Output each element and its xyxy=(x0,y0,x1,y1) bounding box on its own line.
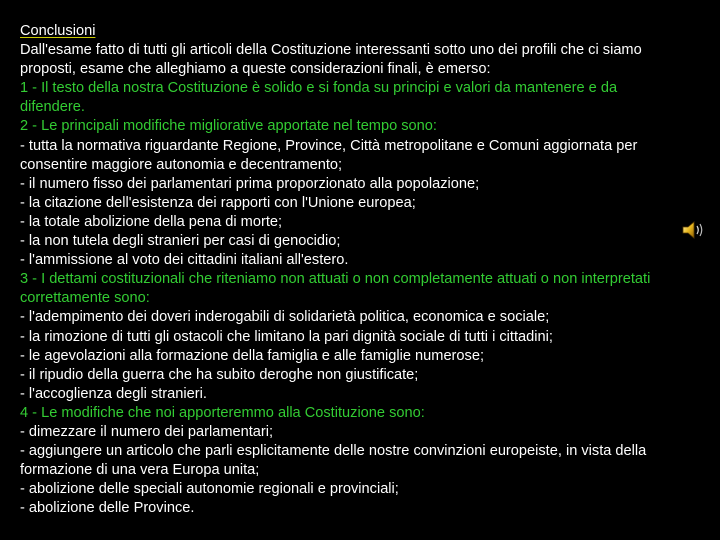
speaker-icon[interactable] xyxy=(681,219,705,241)
slide-title: Conclusioni xyxy=(20,23,96,39)
list-item: - l'ammissione al voto dei cittadini italiani all'estero. xyxy=(20,252,349,269)
list-item: - la non tutela degli stranieri per casi di genocidio; xyxy=(20,233,341,250)
point-4-heading: 4 - Le modifiche che noi apporteremmo alla Costituzione sono: xyxy=(20,404,425,421)
list-item: - dimezzare il numero dei parlamentari; xyxy=(20,423,274,440)
list-item: - abolizione delle speciali autonomie regionali e provinciali; xyxy=(20,481,399,498)
list-item: - tutta la normativa riguardante Regione, Province, Città metropolitane e Comuni aggiornata per consentire maggiore autonomia e decentramento; xyxy=(20,137,638,173)
list-item: - la totale abolizione della pena di morte; xyxy=(20,213,283,230)
list-item: - abolizione delle Province. xyxy=(20,500,195,517)
point-2-heading: 2 - Le principali modifiche migliorative apportate nel tempo sono: xyxy=(20,118,437,135)
slide-text-block xyxy=(20,22,670,518)
point-1-heading: 1 - Il testo della nostra Costituzione è solido e si fonda su principi e valori da mantenere e da difendere. xyxy=(20,80,618,116)
list-item: - il numero fisso dei parlamentari prima proporzionato alla popolazione; xyxy=(20,175,480,192)
list-item: - la citazione dell'esistenza dei rapporti con l'Unione europea; xyxy=(20,194,416,211)
intro-text: Dall'esame fatto di tutti gli articoli della Costituzione interessanti sotto uno dei profili che ci siamo proposti, esame che alleghiamo a queste considerazioni finali, è emerso: xyxy=(20,42,642,78)
list-item: - le agevolazioni alla formazione della famiglia e alle famiglie numerose; xyxy=(20,347,484,364)
list-item: - la rimozione di tutti gli ostacoli che limitano la pari dignità sociale di tutti i cittadini; xyxy=(20,328,553,345)
point-3-heading: 3 - I dettami costituzionali che riteniamo non attuati o non completamente attuati o non interpretati correttamente sono: xyxy=(20,271,651,307)
list-item: - l'accoglienza degli stranieri. xyxy=(20,385,207,402)
list-item: - l'adempimento dei doveri inderogabili di solidarietà politica, economica e sociale; xyxy=(20,309,550,326)
list-item: - aggiungere un articolo che parli esplicitamente delle nostre convinzioni europeiste, in vista della formazione di una vera Europa unita; xyxy=(20,443,647,479)
list-item: - il ripudio della guerra che ha subito deroghe non giustificate; xyxy=(20,366,419,383)
